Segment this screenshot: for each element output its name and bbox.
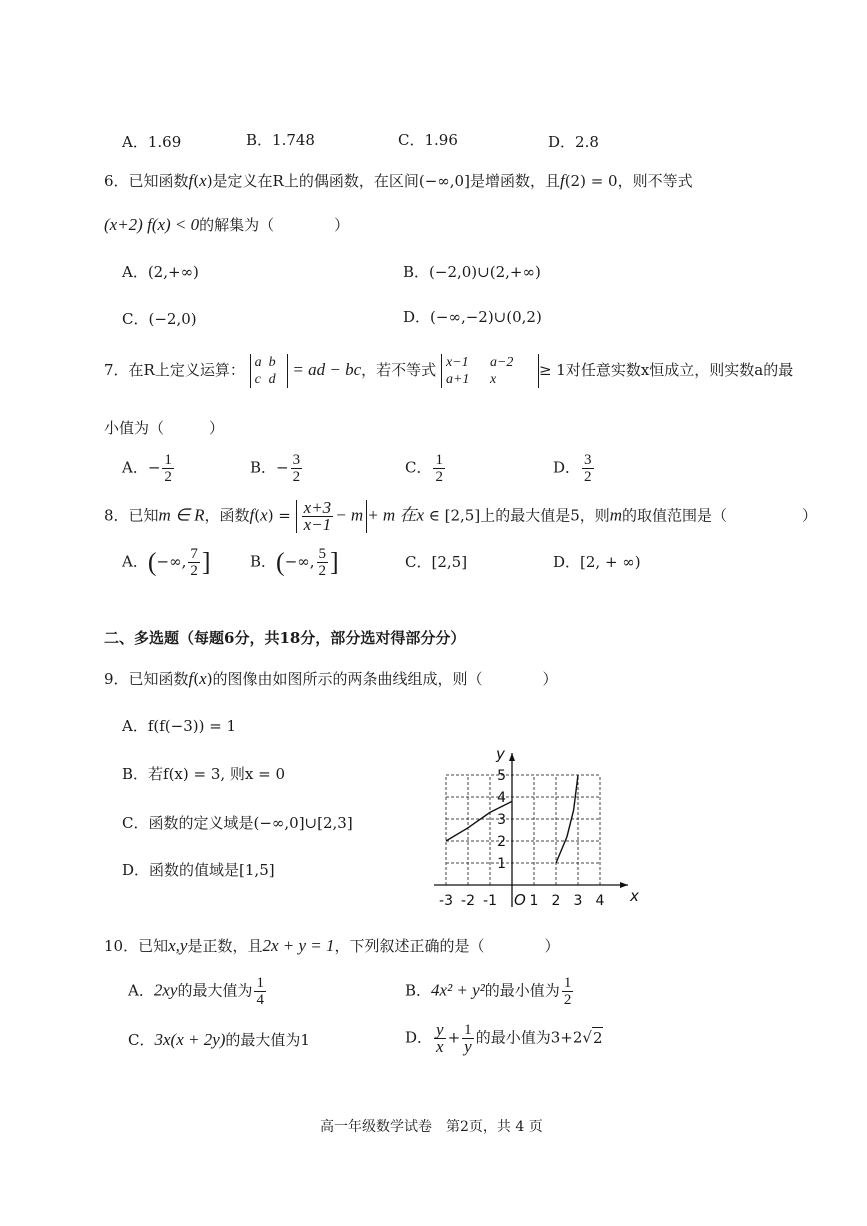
q8-option-b: B．(−∞, $\frac{5}{2}$ ] [250, 546, 339, 579]
q8-stem: 8．已知m ∈ R，函数f(x) = $\frac{x+3}{x-1}$ − m + m 在x ∈ [2,5]上的最大值是5，则m的取值范围是（ ） [104, 498, 818, 534]
q10-option-c: C．3x(x + 2y)的最大值为1 [128, 1030, 310, 1049]
q8-option-c: C．[2,5] [405, 553, 468, 571]
origin-label: O [514, 891, 526, 909]
q7-option-d: D． $\frac{3}{2}$ [553, 452, 592, 485]
page-footer: 高一年级数学试卷 第2页，共 4 页 [320, 1119, 543, 1135]
x-tick-label: -1 [483, 893, 497, 909]
q6-stem-line2: (x+2) f(x) < 0的解集为（ ） [104, 215, 350, 234]
x-tick-label: -3 [439, 893, 453, 909]
q8-option-a: A．(−∞, $\frac{7}{2}$ ] [122, 546, 211, 579]
x-tick-label: 1 [529, 893, 539, 909]
x-tick-label: 4 [595, 893, 605, 909]
q7-option-b: B．− $\frac{3}{2}$ [250, 452, 301, 485]
q9-option-c: C．函数的定义域是(−∞,0]∪[2,3] [122, 814, 353, 832]
q7-stem: 7．在R上定义运算： a b c d = ad − bc，若不等式 x−1 a−2 a+1 x ≥ 1对任意实数x恒成立，则实数a的最 [104, 355, 794, 387]
q6-option-b: B．(−2,0)∪(2,+∞) [403, 263, 541, 281]
y-tick-label: 3 [497, 812, 506, 828]
q5-option-a: A．1.69 [122, 133, 182, 151]
determinant-inequality: x−1 a−2 a+1 x [441, 354, 539, 388]
q6-option-c: C．(−2,0) [122, 310, 197, 328]
q10-stem: 10．已知x,y是正数，且2x + y = 1，下列叙述正确的是（ ） [104, 936, 560, 955]
y-axis-label: y [496, 745, 505, 763]
function-graph [420, 725, 650, 915]
q10-option-b: B．4x² + y²的最小值为 $\frac{1}{2}$ [405, 975, 572, 1008]
x-axis-label: x [630, 887, 639, 905]
determinant-definition: a b c d [250, 354, 288, 388]
q7-option-a: A．− $\frac{1}{2}$ [122, 452, 172, 485]
section-heading: 二、多选题（每题6分，共18分，部分选对得部分分） [104, 629, 466, 647]
y-tick-label: 4 [497, 790, 506, 806]
q5-option-c: C．1.96 [398, 131, 458, 149]
x-axis-arrow [620, 882, 628, 888]
graph-grid [446, 775, 600, 885]
x-tick-label: 3 [573, 893, 583, 909]
x-tick-label: -2 [461, 893, 475, 909]
q9-option-a: A．f(f(−3)) = 1 [122, 717, 237, 735]
q10-option-d: D． $\frac{y}{x}$ + $\frac{1}{y}$ 的最小值为3+2√2 [405, 1020, 603, 1056]
q9-option-d: D．函数的值域是[1,5] [122, 861, 275, 879]
q10-option-a: A．2xy的最大值为 $\frac{1}{4}$ [128, 975, 264, 1008]
q5-option-d: D．2.8 [548, 133, 599, 151]
q9-stem: 9．已知函数f(x)的图像由如图所示的两条曲线组成，则（ ） [104, 669, 558, 688]
q6-option-a: A．(2,+∞) [122, 263, 199, 281]
q7-option-c: C． $\frac{1}{2}$ [405, 452, 443, 485]
x-tick-label: 2 [551, 893, 561, 909]
q6-stem: 6．已知函数f(x)是定义在R上的偶函数，在区间(−∞,0]是增函数，且f(2) = 0，则不等式 [104, 171, 693, 190]
y-tick-label: 5 [497, 768, 506, 784]
y-tick-label: 2 [497, 834, 506, 850]
q9-option-b: B．若f(x) = 3, 则x = 0 [122, 765, 286, 783]
y-axis-arrow [509, 753, 515, 761]
q7-stem-line2: 小值为（ ） [104, 419, 225, 437]
q5-option-b: B．1.748 [246, 131, 315, 149]
q8-option-d: D．[2, + ∞) [553, 553, 641, 571]
q6-option-d: D．(−∞,−2)∪(0,2) [403, 308, 542, 326]
y-tick-label: 1 [497, 856, 506, 872]
